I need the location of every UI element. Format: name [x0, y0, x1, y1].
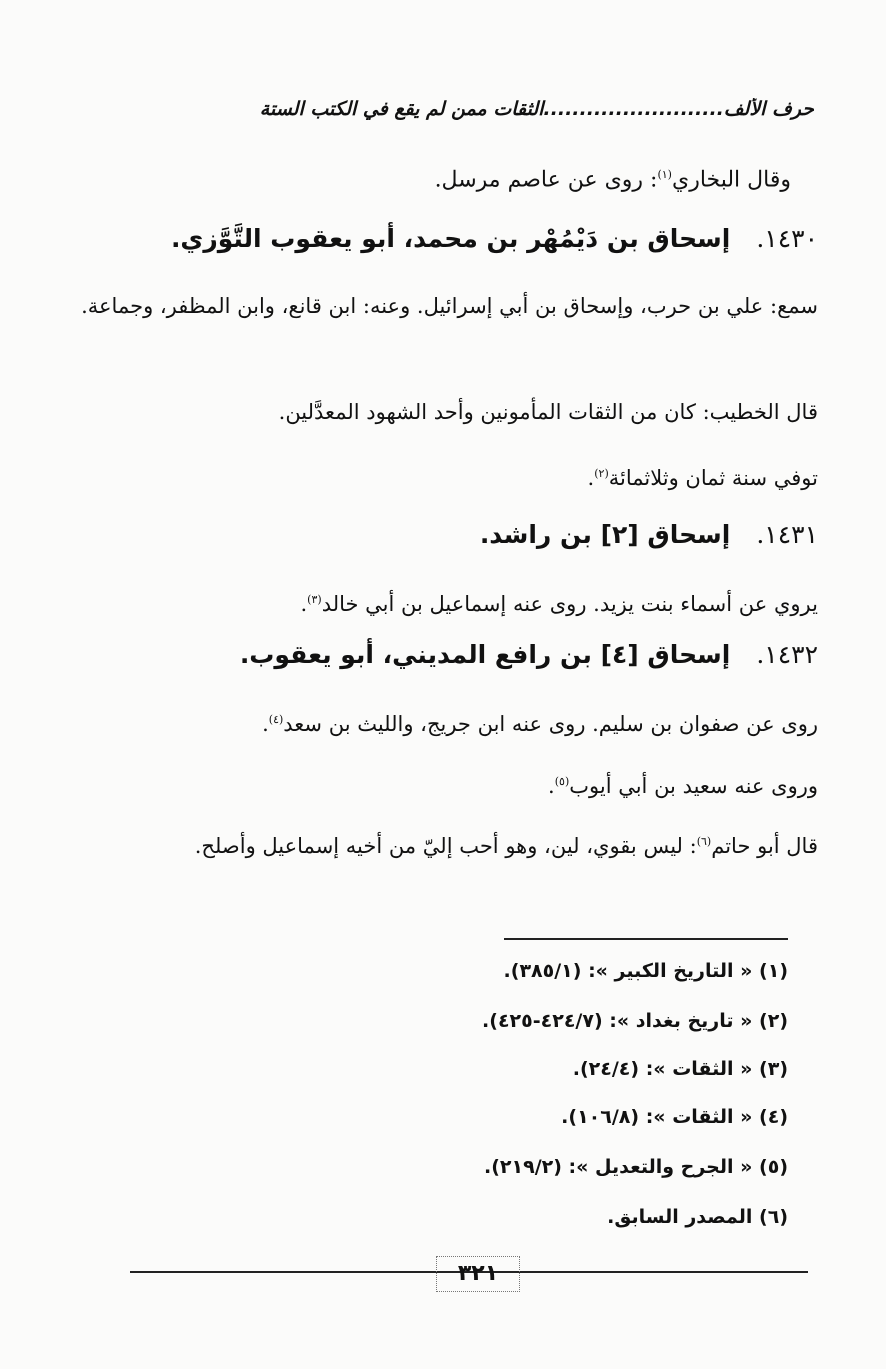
entry-number: ١٤٣١.: [756, 520, 818, 549]
footer-rule-right: [518, 1271, 808, 1273]
footnote-ref: (٦): [696, 835, 712, 848]
footnote-number: (٢): [759, 1010, 788, 1032]
entry-paragraph: [66, 576, 818, 628]
footnote-number: (١): [759, 960, 788, 982]
footnote: [200, 960, 788, 982]
footnote-number: (٦): [759, 1206, 788, 1228]
entry-heading: [60, 640, 818, 669]
opening-line: [60, 160, 791, 195]
paragraph-tail: .: [300, 592, 308, 616]
footnote-ref: (٣): [307, 593, 322, 606]
footnote-ref: (٤): [268, 713, 284, 726]
paragraph-text: توفي سنة ثمان وثلاثمائة: [608, 466, 818, 490]
footnote: [200, 1156, 788, 1178]
paragraph-tail: .: [587, 466, 595, 490]
footnote-ref: (٥): [554, 775, 570, 788]
entry-heading: [60, 224, 818, 253]
page-number: ٣٢١: [436, 1256, 520, 1292]
footnote: [200, 1106, 788, 1128]
entry-number: ١٤٣٠.: [756, 224, 818, 253]
entry-heading: [60, 520, 818, 549]
footnote: [200, 1206, 788, 1228]
running-head: حرف الألف.........................الثقات ممن لم يقع في الكتب الستة: [259, 98, 814, 120]
footnote-ref: (٢): [594, 467, 609, 480]
paragraph-text: سمع: علي بن حرب، وإسحاق بن أبي إسرائيل. وعنه: ابن قانع، وابن المظفر، وجماعة.: [81, 294, 818, 318]
opening-text: وقال البخاري: [671, 167, 791, 193]
footnote-text: « الثقات »: (٢٤/٤).: [572, 1058, 753, 1080]
entry-paragraph: [66, 758, 818, 810]
paragraph-tail: .: [262, 712, 269, 736]
footnote-text: « تاريخ بغداد »: (٤٢٤/٧-٤٢٥).: [482, 1010, 753, 1032]
entry-title: إسحاق [٢] بن راشد.: [479, 520, 731, 549]
entry-paragraph: [66, 696, 818, 748]
footnote-text: « الجرح والتعديل »: (٢١٩/٢).: [484, 1156, 753, 1178]
paragraph-text: وروى عنه سعيد بن أبي أيوب: [569, 774, 818, 798]
footnote: [200, 1010, 788, 1032]
entry-title: إسحاق بن دَيْمُهْر بن محمد، أبو يعقوب التَّوَّزي.: [170, 224, 731, 253]
footnote-number: (٥): [759, 1156, 788, 1178]
opening-text-tail: : روى عن عاصم مرسل.: [434, 167, 658, 193]
paragraph-text: يروي عن أسماء بنت يزيد. روى عنه إسماعيل بن أبي خالد: [321, 592, 818, 616]
paragraph-text: قال الخطيب: كان من الثقات المأمونين وأحد الشهود المعدَّلين.: [278, 400, 818, 424]
entry-paragraph: [66, 450, 818, 502]
paragraph-tail: : ليس بقوي، لين، وهو أحب إليّ من أخيه إسماعيل وأصلح.: [194, 834, 697, 858]
footnote-number: (٤): [759, 1106, 788, 1128]
entry-paragraph: [66, 388, 818, 436]
footnote-ref: (١): [657, 168, 672, 181]
footnote: [200, 1058, 788, 1080]
entry-number: ١٤٣٢.: [756, 640, 818, 669]
footnote-text: « التاريخ الكبير »: (٣٨٥/١).: [503, 960, 753, 982]
footnote-number: (٣): [759, 1058, 788, 1080]
footnote-text: المصدر السابق.: [607, 1206, 753, 1228]
entry-paragraph: [66, 282, 818, 330]
entry-title: إسحاق [٤] بن رافع المديني، أبو يعقوب.: [239, 640, 731, 669]
footnote-separator: [504, 938, 788, 940]
footnote-text: « الثقات »: (١٠٦/٨).: [561, 1106, 753, 1128]
paragraph-tail: .: [548, 774, 555, 798]
entry-paragraph: [66, 818, 818, 870]
paragraph-text: قال أبو حاتم: [711, 834, 818, 858]
paragraph-text: روى عن صفوان بن سليم. روى عنه ابن جريج، والليث بن سعد: [283, 712, 818, 736]
